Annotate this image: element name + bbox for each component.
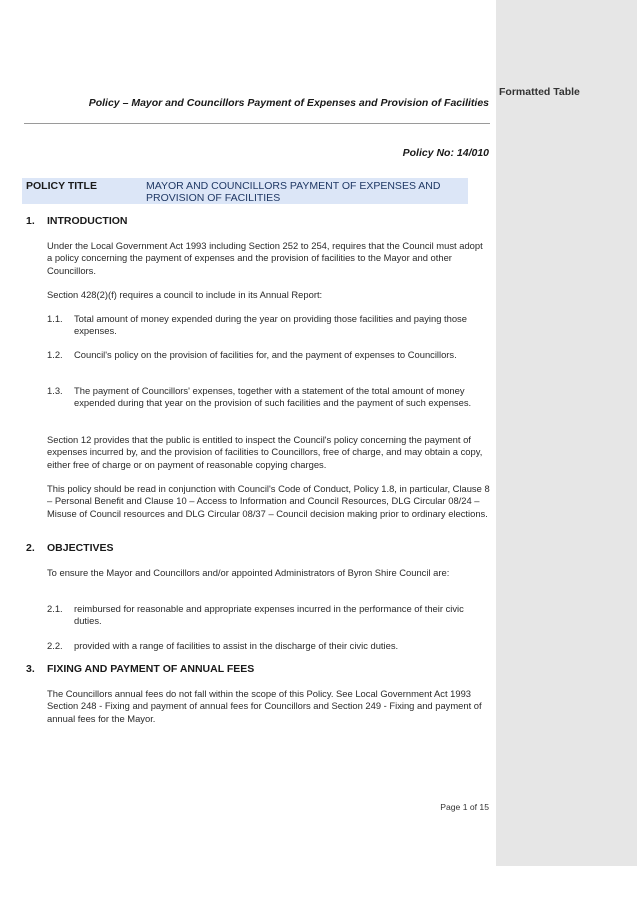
list-item-text: The payment of Councillors' expenses, together with a statement of the total amount of money expended during that year on the provision of such facilities and the payment of such expenses. bbox=[74, 385, 472, 409]
section-heading-objectives bbox=[26, 542, 114, 554]
list-item bbox=[47, 603, 490, 628]
page-number: Page 1 of 15 bbox=[440, 802, 489, 812]
list-item bbox=[47, 313, 490, 338]
paragraph: Section 428(2)(f) requires a council to include in its Annual Report: bbox=[47, 289, 323, 300]
list-item-number: 1.1. bbox=[47, 313, 63, 324]
section-title: INTRODUCTION bbox=[47, 215, 128, 227]
list-item-number: 2.1. bbox=[47, 603, 63, 614]
list-item-number: 1.3. bbox=[47, 385, 63, 396]
paragraph: Section 12 provides that the public is entitled to inspect the Council's policy concerning the payment of expenses incurred by, and the provision of facilities to Councillors, free of charge, and may obtain a copy, either free of charge or on payment of reasonable copying charges. bbox=[47, 434, 483, 470]
section-heading-introduction bbox=[26, 215, 128, 227]
paragraph: To ensure the Mayor and Councillors and/or appointed Administrators of Byron Shire Council are: bbox=[47, 567, 450, 578]
list-item-number: 2.2. bbox=[47, 640, 63, 651]
section-number: 1. bbox=[26, 215, 35, 227]
list-item-text: Council's policy on the provision of facilities for, and the payment of expenses to Councillors. bbox=[74, 349, 457, 360]
section-number: 2. bbox=[26, 542, 35, 554]
policy-number: Policy No: 14/010 bbox=[402, 147, 489, 159]
policy-title-table bbox=[22, 178, 468, 204]
paragraph: The Councillors annual fees do not fall within the scope of this Policy. See Local Government Act 1993 Section 248 - Fixing and payment of annual fees for Councillors and Section 249 - Fixing and payment of annual fees for the Mayor. bbox=[47, 688, 482, 724]
section-title: OBJECTIVES bbox=[47, 542, 114, 554]
document-header-title: Policy – Mayor and Councillors Payment of Expenses and Provision of Facilities bbox=[88, 97, 489, 109]
list-item bbox=[47, 385, 490, 410]
section-title: FIXING AND PAYMENT OF ANNUAL FEES bbox=[47, 663, 255, 675]
policy-title-value: MAYOR AND COUNCILLORS PAYMENT OF EXPENSES AND PROVISION OF FACILITIES bbox=[146, 180, 441, 205]
list-item-text: reimbursed for reasonable and appropriate expenses incurred in the performance of their civic duties. bbox=[74, 603, 464, 627]
paragraph: Under the Local Government Act 1993 including Section 252 to 254, requires that the Council must adopt a policy concerning the payment of expenses and the provision of facilities to the Mayor and other Councillors. bbox=[47, 240, 483, 276]
list-item-text: provided with a range of facilities to assist in the discharge of their civic duties. bbox=[74, 640, 399, 651]
section-heading-annual-fees bbox=[26, 663, 254, 675]
paragraph: This policy should be read in conjunction with Council's Code of Conduct, Policy 1.8, in particular, Clause 8 – Personal Benefit and Clause 10 – Access to Information and Council Resources, DLG Circular 08/24 – Misuse of Council resources and DLG Circular 08/37 – Council decision making prior to ordinary elections. bbox=[47, 483, 490, 519]
section-number: 3. bbox=[26, 663, 35, 675]
list-item bbox=[47, 640, 490, 652]
header-divider bbox=[24, 123, 490, 124]
list-item-text: Total amount of money expended during the year on providing those facilities and paying those expenses. bbox=[74, 313, 467, 337]
comment-pane[interactable] bbox=[496, 0, 637, 866]
list-item-number: 1.2. bbox=[47, 349, 63, 360]
comment-pane-title: Formatted Table bbox=[499, 86, 580, 98]
policy-title-label: POLICY TITLE bbox=[26, 180, 97, 192]
list-item bbox=[47, 349, 490, 361]
